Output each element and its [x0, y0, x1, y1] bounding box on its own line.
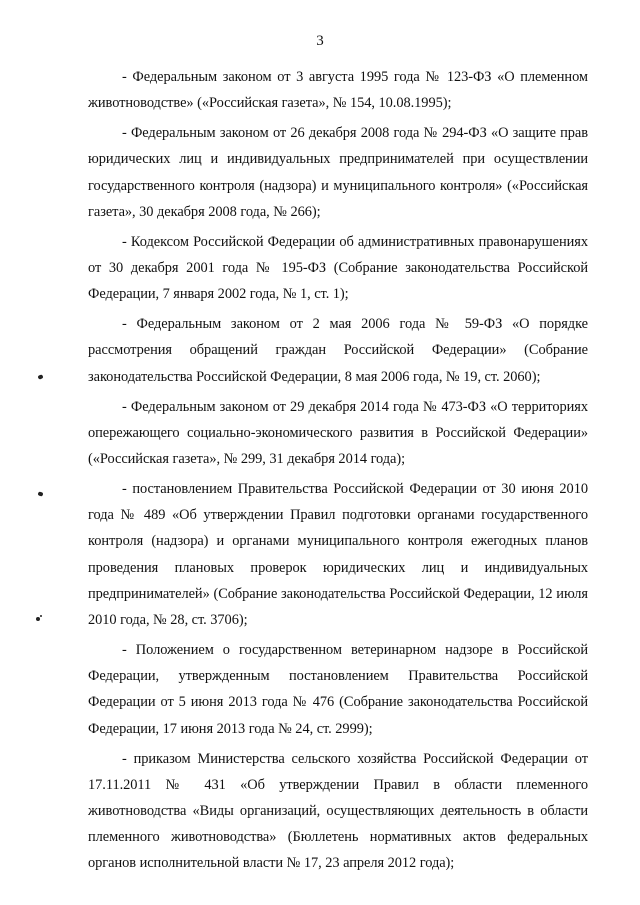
- margin-mark: [36, 617, 40, 621]
- legal-reference-paragraph: - Федеральным законом от 29 декабря 2014 года № 473-ФЗ «О территориях опережающего социально-экономического развития в Российской Федерации» («Российская газета», № 299, 31 декабря 2014 года);: [88, 398, 588, 468]
- legal-reference-paragraph: - Федеральным законом от 2 мая 2006 года № 59-ФЗ «О порядке рассмотрения обращений граждан Российской Федерации» (Собрание законодательства Российской Федерации, 8 мая 2006 года, № 19, ст. 2060);: [88, 316, 588, 385]
- legal-reference-paragraph: - Положением о государственном ветеринарном надзоре в Российской Федерации, утвержденным постановлением Правительства Российской Федерации от 5 июня 2013 года № 476 (Собрание законодательства Российской Федерации, 17 июня 2013 года № 24, ст. 2999);: [88, 642, 588, 737]
- legal-reference-paragraph: - Кодексом Российской Федерации об административных правонарушениях от 30 декабря 2001 года № 195-ФЗ (Собрание законодательства Российской Федерации, 7 января 2002 года, № 1, ст. 1);: [88, 233, 588, 303]
- legal-reference-paragraph: - постановлением Правительства Российской Федерации от 30 июня 2010 года № 489 «Об утверждении Правил подготовки органами государственного контроля (надзора) и органами муниципального контроля ежегодных планов проведения плановых проверок юридических лиц и индивидуальных предпринимателей» (Собрание законодательства Российской Федерации, 12 июля 2010 года, № 28, ст. 3706);: [88, 481, 588, 629]
- document-body: [88, 64, 588, 880]
- legal-reference-paragraph: - Федеральным законом от 3 августа 1995 года № 123-ФЗ «О племенном животноводстве» («Российская газета», № 154, 10.08.1995);: [88, 69, 588, 112]
- legal-reference-paragraph: - приказом Министерства сельского хозяйства Российской Федерации от 17.11.2011 № 431 «Об утверждении Правил в области племенного животноводства «Виды организаций, осуществляющих деятельность в области племенного животноводства» (Бюллетень нормативных актов федеральных органов исполнительной власти № 17, 23 апреля 2012 года);: [88, 750, 588, 872]
- page-number: 3: [316, 33, 324, 49]
- margin-mark: [37, 491, 43, 496]
- margin-mark: [37, 374, 43, 380]
- legal-reference-paragraph: - Федеральным законом от 26 декабря 2008 года № 294-ФЗ «О защите прав юридических лиц и индивидуальных предпринимателей при осуществлении государственного контроля (надзора) и муниципального контроля» («Российская газета», 30 декабря 2008 года, № 266);: [88, 125, 588, 220]
